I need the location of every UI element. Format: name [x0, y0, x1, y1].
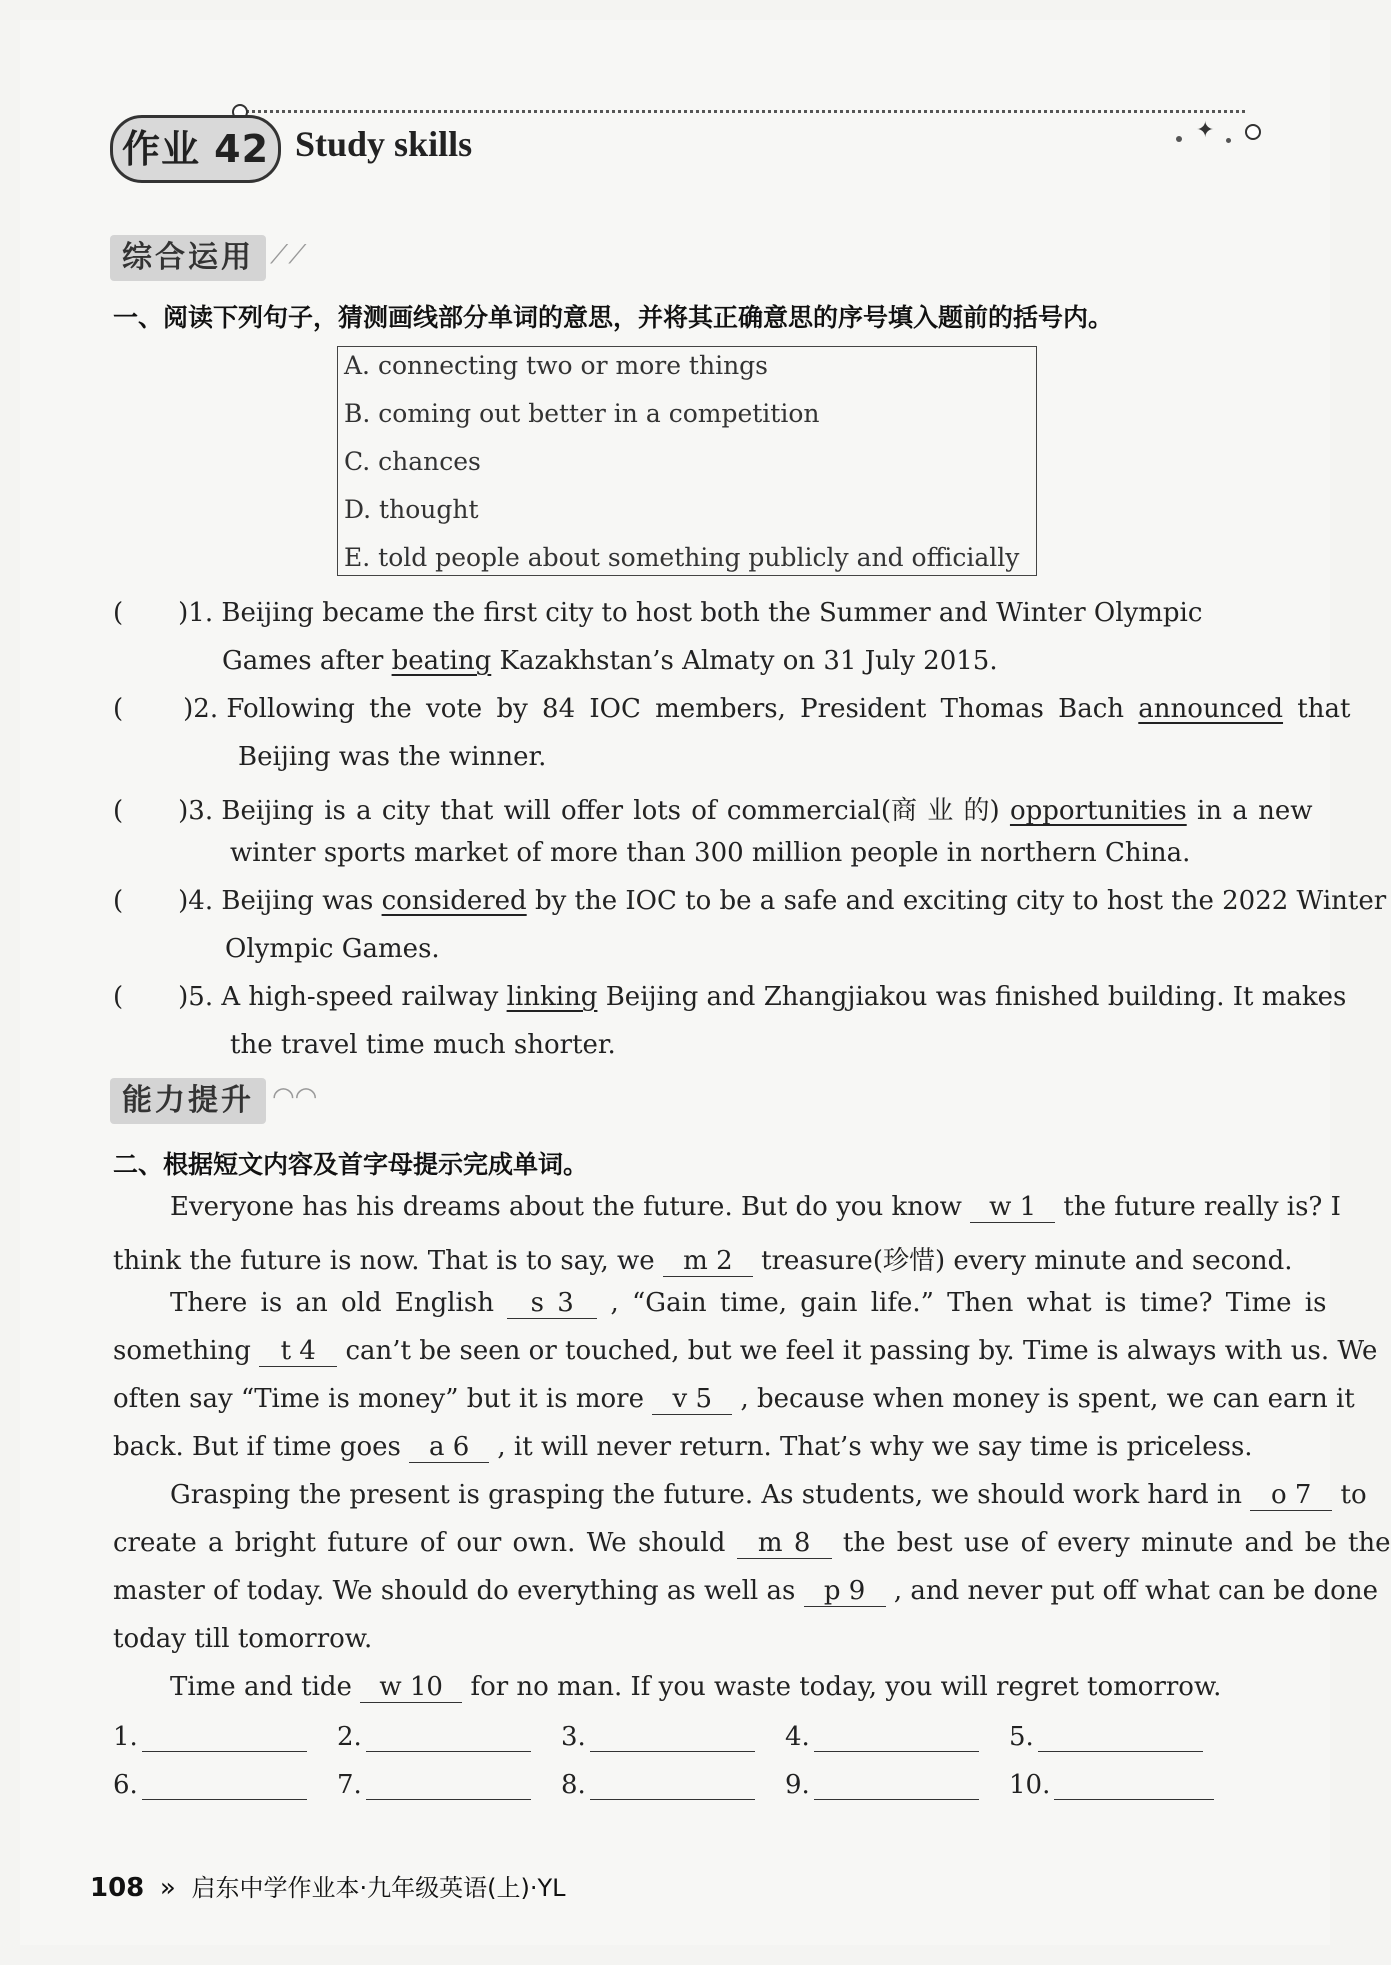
answer-slot-5[interactable]: 5.	[1009, 1722, 1203, 1752]
passage-line-10: today till tomorrow.	[113, 1624, 373, 1654]
question-3: ( )3. Beijing is a city that will offer lots of commercial(商 业 的) opportunities in a new	[113, 796, 1313, 826]
options-box	[337, 346, 1037, 576]
option-c: C. chances	[344, 447, 481, 476]
answer-slot-9[interactable]: 9.	[785, 1770, 979, 1800]
assignment-badge: 作业 42	[110, 115, 281, 183]
page-title: Study skills	[295, 124, 473, 164]
answer-slot-10[interactable]: 10.	[1009, 1770, 1214, 1800]
answer-bracket[interactable]: (	[113, 886, 124, 916]
brush-decoration-icon: ⟋⟋	[270, 240, 307, 270]
passage-line-8: create a bright future of our own. We should m 8 the best use of every minute and be the	[113, 1528, 1391, 1558]
question-2-line2: Beijing was the winner.	[238, 742, 547, 772]
answer-slot-7[interactable]: 7.	[337, 1770, 531, 1800]
question-4-line2: Olympic Games.	[225, 934, 440, 964]
blank-7[interactable]: o 7	[1250, 1480, 1332, 1511]
passage-line-5: often say “Time is money” but it is more v 5 , because when money is spent, we can earn it	[113, 1384, 1355, 1414]
swirl-decoration-icon: ◠◠	[272, 1082, 318, 1112]
answer-bracket[interactable]: (	[113, 598, 124, 628]
passage-line-4: something t 4 can’t be seen or touched, but we feel it passing by. Time is always with us. We	[113, 1336, 1378, 1366]
option-a: A. connecting two or more things	[344, 351, 769, 380]
book-title: 启东中学作业本·九年级英语(上)·YL	[191, 1874, 566, 1902]
underlined-word: announced	[1138, 694, 1284, 724]
blank-3[interactable]: s 3	[507, 1288, 597, 1319]
underlined-word: considered	[381, 886, 527, 916]
underlined-word: opportunities	[1009, 796, 1187, 826]
passage-line-3: There is an old English s 3 , “Gain time, gain life.” Then what is time? Time is	[170, 1288, 1327, 1318]
answer-slot-2[interactable]: 2.	[337, 1722, 531, 1752]
question-5: ( )5. A high-speed railway linking Beijing and Zhangjiakou was finished building. It makes	[113, 982, 1347, 1012]
answer-slot-8[interactable]: 8.	[561, 1770, 755, 1800]
blank-1[interactable]: w 1	[970, 1192, 1055, 1223]
section2-instruction: 二、根据短文内容及首字母提示完成单词。	[113, 1150, 589, 1179]
question-2: ( )2. Following the vote by 84 IOC members, President Thomas Bach announced that	[113, 694, 1351, 724]
blank-2[interactable]: m 2	[663, 1246, 753, 1277]
passage-line-2: think the future is now. That is to say, we m 2 treasure(珍惜) every minute and second.	[113, 1246, 1293, 1276]
blank-8[interactable]: m 8	[737, 1528, 832, 1559]
blank-4[interactable]: t 4	[259, 1336, 337, 1367]
page-footer	[90, 1868, 566, 1903]
question-3-line2: winter sports market of more than 300 million people in northern China.	[230, 838, 1191, 868]
dot-icon	[1226, 138, 1231, 143]
double-chevron-icon: »	[159, 1873, 176, 1903]
page-number: 108	[90, 1873, 145, 1903]
section-badge-ability: 能力提升	[110, 1078, 266, 1124]
answer-slot-3[interactable]: 3.	[561, 1722, 755, 1752]
blank-5[interactable]: v 5	[652, 1384, 732, 1415]
option-b: B. coming out better in a competition	[344, 399, 820, 428]
passage-line-11: Time and tide w 10 for no man. If you waste today, you will regret tomorrow.	[170, 1672, 1222, 1702]
passage-line-9: master of today. We should do everything as well as p 9 , and never put off what can be done	[113, 1576, 1378, 1606]
answer-slot-1[interactable]: 1.	[113, 1722, 307, 1752]
option-d: D. thought	[344, 495, 479, 524]
header-ring-right	[1245, 124, 1261, 140]
answer-bracket[interactable]: (	[113, 694, 124, 724]
question-1: ( )1. Beijing became the first city to host both the Summer and Winter Olympic	[113, 598, 1203, 628]
answer-slot-4[interactable]: 4.	[785, 1722, 979, 1752]
question-4: ( )4. Beijing was considered by the IOC to be a safe and exciting city to host the 2022 Winter	[113, 886, 1387, 916]
sparkle-icon: ✦	[1196, 118, 1215, 143]
section-badge-comprehensive: 综合运用	[110, 235, 266, 281]
blank-6[interactable]: a 6	[409, 1432, 489, 1463]
question-1-line2: Games after beating Kazakhstan’s Almaty on 31 July 2015.	[222, 646, 998, 676]
answer-slot-6[interactable]: 6.	[113, 1770, 307, 1800]
question-5-line2: the travel time much shorter.	[230, 1030, 616, 1060]
section1-instruction: 一、阅读下列句子，猜测画线部分单词的意思，并将其正确意思的序号填入题前的括号内。	[113, 303, 1114, 332]
answer-bracket[interactable]: (	[113, 982, 124, 1012]
answer-bracket[interactable]: (	[113, 796, 124, 826]
blank-9[interactable]: p 9	[804, 1576, 886, 1607]
passage-line-6: back. But if time goes a 6 , it will never return. That’s why we say time is priceless.	[113, 1432, 1253, 1462]
underlined-word: linking	[506, 982, 598, 1012]
passage-line-1: Everyone has his dreams about the future. But do you know w 1 the future really is? I	[170, 1192, 1341, 1222]
blank-10[interactable]: w 10	[360, 1672, 462, 1703]
passage-line-7: Grasping the present is grasping the future. As students, we should work hard in o 7 to	[170, 1480, 1367, 1510]
header-dotted-line	[240, 110, 1245, 113]
option-e: E. told people about something publicly and officially	[344, 543, 1020, 572]
underlined-word: beating	[391, 646, 492, 676]
dot-icon	[1176, 136, 1182, 142]
